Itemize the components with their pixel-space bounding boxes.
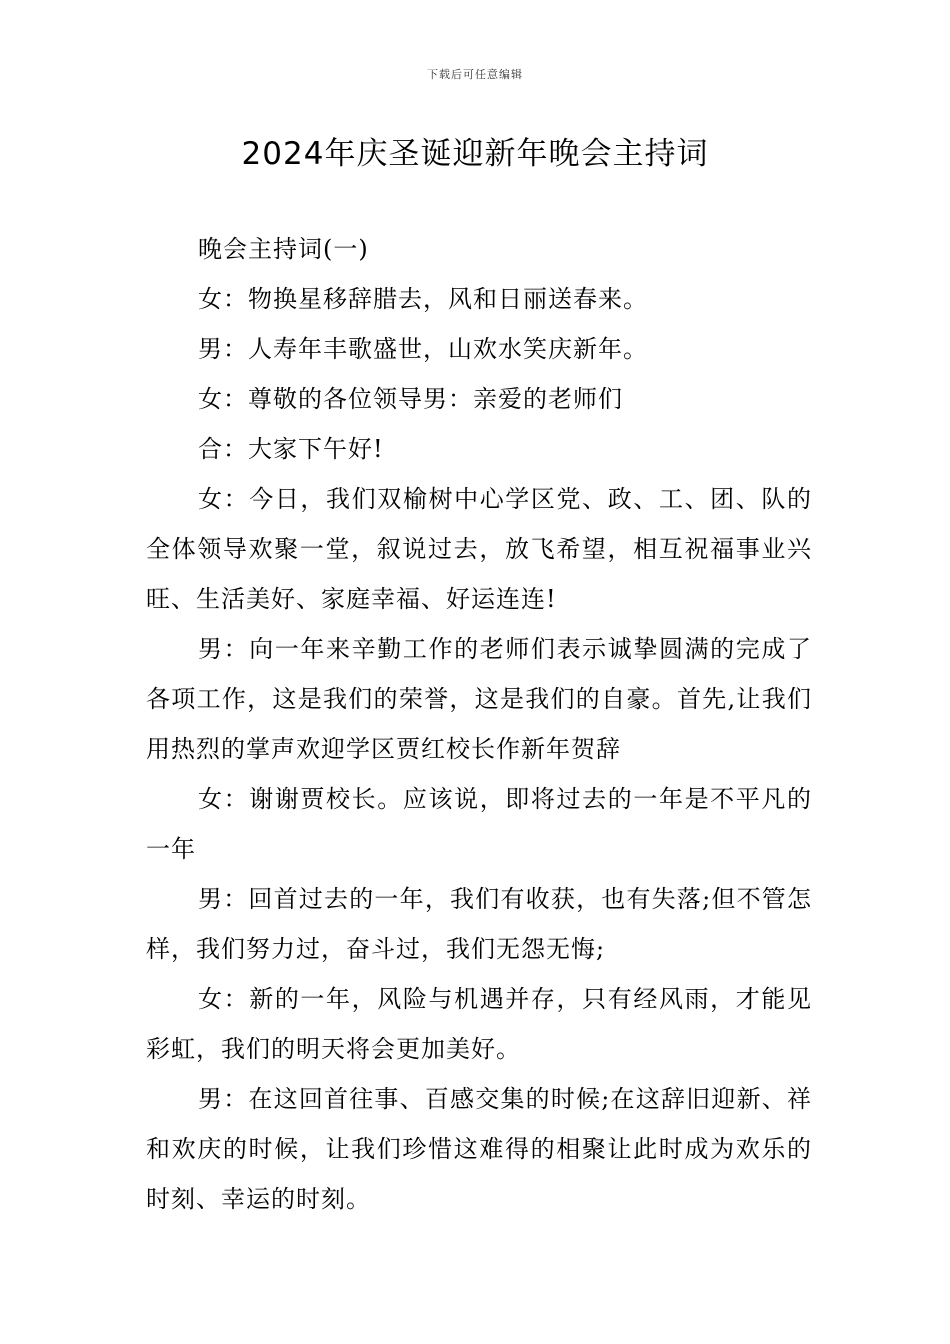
paragraph: 女：今日，我们双榆树中心学区党、政、工、团、队的全体领导欢聚一堂，叙说过去，放飞希望，相互祝福事业兴旺、生活美好、家庭幸福、好运连连! <box>146 485 812 613</box>
paragraph: 男：回首过去的一年，我们有收获，也有失落;但不管怎样，我们努力过，奋斗过，我们无怨无悔; <box>146 885 812 963</box>
header-note: 下载后可任意编辑 <box>427 68 523 81</box>
paragraph: 女：尊敬的各位领导男：亲爱的老师们 <box>198 385 623 413</box>
paragraph: 女：新的一年，风险与机遇并存，只有经风雨，才能见彩虹，我们的明天将会更加美好。 <box>146 985 812 1063</box>
paragraph: 男：人寿年丰歌盛世，山欢水笑庆新年。 <box>198 335 648 363</box>
paragraph: 男：向一年来辛勤工作的老师们表示诚挚圆满的完成了各项工作，这是我们的荣誉，这是我们的自豪。首先,让我们用热烈的掌声欢迎学区贾红校长作新年贺辞 <box>146 635 812 763</box>
document-body <box>146 224 812 1224</box>
paragraph: 女：谢谢贾校长。应该说，即将过去的一年是不平凡的一年 <box>146 785 812 863</box>
paragraph: 合：大家下午好! <box>198 435 384 463</box>
paragraph-section-heading: 晚会主持词(一) <box>198 235 369 263</box>
document-title: 2024年庆圣诞迎新年晚会主持词 <box>241 136 709 172</box>
paragraph: 男：在这回首往事、百感交集的时候;在这辞旧迎新、祥和欢庆的时候，让我们珍惜这难得的相聚让此时成为欢乐的时刻、幸运的时刻。 <box>146 1085 812 1213</box>
paragraph: 女：物换星移辞腊去，风和日丽送春来。 <box>198 285 648 313</box>
